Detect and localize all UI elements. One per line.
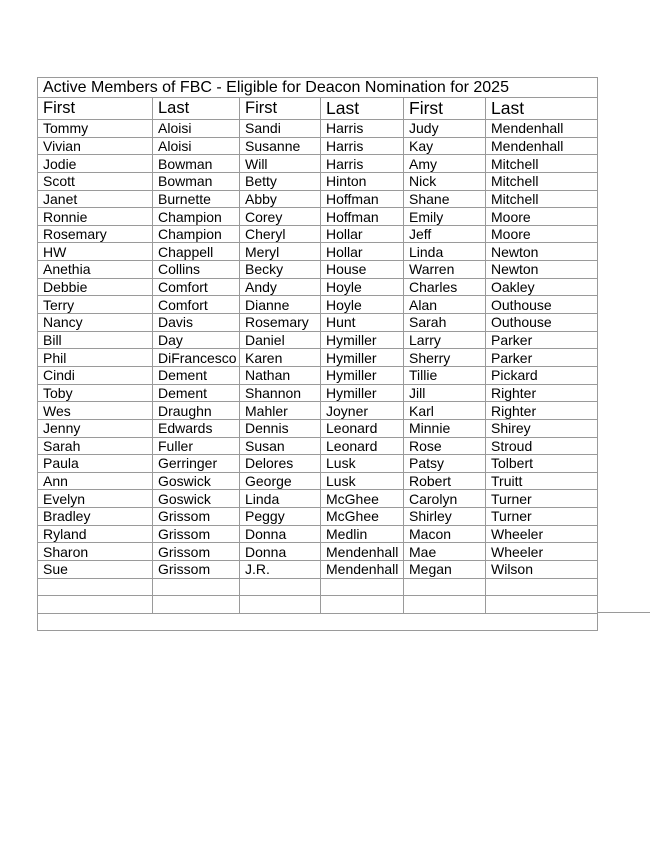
- first-name-1-cell: HW: [38, 243, 153, 261]
- last-name-3-cell: Tolbert: [486, 455, 598, 473]
- blank-cell: [486, 596, 598, 614]
- table-row: [38, 278, 598, 296]
- last-name-1-cell: Burnette: [153, 190, 240, 208]
- first-name-1-cell: Janet: [38, 190, 153, 208]
- last-name-1-cell: Dement: [153, 366, 240, 384]
- last-name-2-cell: Leonard: [321, 437, 404, 455]
- blank-cell: [153, 596, 240, 614]
- table-row: [38, 155, 598, 173]
- first-name-1-cell: Wes: [38, 402, 153, 420]
- last-name-3-cell: Righter: [486, 384, 598, 402]
- table-row: [38, 525, 598, 543]
- last-name-3-cell: Oakley: [486, 278, 598, 296]
- last-name-3-cell: Parker: [486, 331, 598, 349]
- last-name-2-cell: Hymiller: [321, 366, 404, 384]
- last-name-1-cell: Grissom: [153, 508, 240, 526]
- blank-rows: [38, 578, 598, 630]
- first-name-3-cell: Emily: [404, 208, 486, 226]
- first-name-3-cell: Minnie: [404, 419, 486, 437]
- last-name-2-cell: Harris: [321, 155, 404, 173]
- last-name-3-cell: Moore: [486, 208, 598, 226]
- table-row: [38, 437, 598, 455]
- blank-cell: [486, 578, 598, 596]
- first-name-2-cell: Cheryl: [240, 225, 321, 243]
- header-row: [38, 98, 598, 120]
- last-name-1-cell: Comfort: [153, 278, 240, 296]
- roster-body: [38, 120, 598, 579]
- first-name-2-cell: George: [240, 472, 321, 490]
- first-name-1-cell: Ronnie: [38, 208, 153, 226]
- first-name-2-cell: Karen: [240, 349, 321, 367]
- blank-merged-cell: [38, 613, 598, 630]
- first-name-2-cell: Corey: [240, 208, 321, 226]
- first-name-2-cell: Meryl: [240, 243, 321, 261]
- table-row: [38, 508, 598, 526]
- first-name-2-cell: Betty: [240, 172, 321, 190]
- first-name-1-cell: Phil: [38, 349, 153, 367]
- table-row: [38, 296, 598, 314]
- table-row: [38, 543, 598, 561]
- last-name-3-cell: Shirey: [486, 419, 598, 437]
- table-row: [38, 472, 598, 490]
- first-name-2-cell: Donna: [240, 543, 321, 561]
- first-name-3-cell: Macon: [404, 525, 486, 543]
- last-name-1-cell: Collins: [153, 261, 240, 279]
- last-name-3-cell: Righter: [486, 402, 598, 420]
- first-name-3-cell: Linda: [404, 243, 486, 261]
- first-name-2-cell: Dennis: [240, 419, 321, 437]
- last-name-3-cell: Wheeler: [486, 543, 598, 561]
- first-name-1-cell: Terry: [38, 296, 153, 314]
- first-name-2-cell: Susan: [240, 437, 321, 455]
- first-name-1-cell: Evelyn: [38, 490, 153, 508]
- first-name-2-cell: J.R.: [240, 561, 321, 579]
- last-name-2-cell: Lusk: [321, 455, 404, 473]
- first-name-1-cell: Cindi: [38, 366, 153, 384]
- last-name-2-cell: Harris: [321, 120, 404, 138]
- first-name-2-cell: Donna: [240, 525, 321, 543]
- first-name-3-cell: Nick: [404, 172, 486, 190]
- header-last-3: Last: [486, 98, 598, 120]
- table-row: [38, 561, 598, 579]
- last-name-1-cell: Goswick: [153, 490, 240, 508]
- last-name-3-cell: Turner: [486, 490, 598, 508]
- last-name-2-cell: Medlin: [321, 525, 404, 543]
- last-name-1-cell: Day: [153, 331, 240, 349]
- last-name-1-cell: Davis: [153, 314, 240, 332]
- first-name-1-cell: Debbie: [38, 278, 153, 296]
- first-name-2-cell: Dianne: [240, 296, 321, 314]
- last-name-1-cell: Bowman: [153, 172, 240, 190]
- last-name-3-cell: Mitchell: [486, 172, 598, 190]
- first-name-3-cell: Carolyn: [404, 490, 486, 508]
- table-row: [38, 208, 598, 226]
- first-name-3-cell: Kay: [404, 137, 486, 155]
- last-name-2-cell: Hoffman: [321, 208, 404, 226]
- last-name-2-cell: Mendenhall: [321, 561, 404, 579]
- first-name-1-cell: Jenny: [38, 419, 153, 437]
- last-name-3-cell: Pickard: [486, 366, 598, 384]
- table-row: [38, 190, 598, 208]
- last-name-3-cell: Newton: [486, 243, 598, 261]
- last-name-1-cell: Bowman: [153, 155, 240, 173]
- first-name-2-cell: Shannon: [240, 384, 321, 402]
- first-name-2-cell: Will: [240, 155, 321, 173]
- first-name-3-cell: Amy: [404, 155, 486, 173]
- header-first-2: First: [240, 98, 321, 120]
- first-name-2-cell: Abby: [240, 190, 321, 208]
- blank-cell: [38, 578, 153, 596]
- last-name-1-cell: Comfort: [153, 296, 240, 314]
- last-name-2-cell: Mendenhall: [321, 543, 404, 561]
- first-name-1-cell: Tommy: [38, 120, 153, 138]
- table-row: [38, 120, 598, 138]
- first-name-2-cell: Nathan: [240, 366, 321, 384]
- first-name-3-cell: Shane: [404, 190, 486, 208]
- last-name-1-cell: Goswick: [153, 472, 240, 490]
- first-name-3-cell: Patsy: [404, 455, 486, 473]
- first-name-1-cell: Scott: [38, 172, 153, 190]
- first-name-1-cell: Bradley: [38, 508, 153, 526]
- last-name-2-cell: Hymiller: [321, 349, 404, 367]
- last-name-1-cell: Edwards: [153, 419, 240, 437]
- first-name-3-cell: Shirley: [404, 508, 486, 526]
- first-name-3-cell: Charles: [404, 278, 486, 296]
- first-name-3-cell: Jill: [404, 384, 486, 402]
- last-name-1-cell: Grissom: [153, 525, 240, 543]
- first-name-3-cell: Warren: [404, 261, 486, 279]
- table-row: [38, 366, 598, 384]
- last-name-1-cell: Draughn: [153, 402, 240, 420]
- first-name-1-cell: Sharon: [38, 543, 153, 561]
- first-name-2-cell: Andy: [240, 278, 321, 296]
- first-name-1-cell: Ann: [38, 472, 153, 490]
- blank-cell: [240, 596, 321, 614]
- first-name-1-cell: Sue: [38, 561, 153, 579]
- first-name-3-cell: Alan: [404, 296, 486, 314]
- last-name-2-cell: McGhee: [321, 490, 404, 508]
- first-name-3-cell: Karl: [404, 402, 486, 420]
- last-name-2-cell: Hollar: [321, 243, 404, 261]
- blank-cell: [404, 596, 486, 614]
- blank-cell: [321, 578, 404, 596]
- gridline-overflow: [597, 612, 650, 613]
- first-name-2-cell: Delores: [240, 455, 321, 473]
- first-name-1-cell: Toby: [38, 384, 153, 402]
- first-name-2-cell: Rosemary: [240, 314, 321, 332]
- header-last-2: Last: [321, 98, 404, 120]
- first-name-2-cell: Becky: [240, 261, 321, 279]
- blank-row: [38, 613, 598, 630]
- last-name-2-cell: Lusk: [321, 472, 404, 490]
- last-name-2-cell: Hollar: [321, 225, 404, 243]
- first-name-3-cell: Mae: [404, 543, 486, 561]
- table-row: [38, 243, 598, 261]
- first-name-1-cell: Ryland: [38, 525, 153, 543]
- first-name-2-cell: Linda: [240, 490, 321, 508]
- first-name-2-cell: Peggy: [240, 508, 321, 526]
- last-name-2-cell: Hunt: [321, 314, 404, 332]
- last-name-1-cell: Dement: [153, 384, 240, 402]
- last-name-2-cell: McGhee: [321, 508, 404, 526]
- deacon-eligibility-table: [37, 77, 598, 631]
- last-name-3-cell: Mitchell: [486, 190, 598, 208]
- table-row: [38, 402, 598, 420]
- first-name-2-cell: Daniel: [240, 331, 321, 349]
- header-first-3: First: [404, 98, 486, 120]
- first-name-1-cell: Vivian: [38, 137, 153, 155]
- last-name-3-cell: Truitt: [486, 472, 598, 490]
- first-name-2-cell: Mahler: [240, 402, 321, 420]
- first-name-2-cell: Sandi: [240, 120, 321, 138]
- first-name-3-cell: Sherry: [404, 349, 486, 367]
- last-name-2-cell: Hinton: [321, 172, 404, 190]
- table-row: [38, 490, 598, 508]
- first-name-3-cell: Rose: [404, 437, 486, 455]
- first-name-3-cell: Robert: [404, 472, 486, 490]
- first-name-1-cell: Bill: [38, 331, 153, 349]
- last-name-2-cell: Leonard: [321, 419, 404, 437]
- first-name-3-cell: Judy: [404, 120, 486, 138]
- last-name-3-cell: Mendenhall: [486, 137, 598, 155]
- last-name-3-cell: Outhouse: [486, 314, 598, 332]
- first-name-1-cell: Paula: [38, 455, 153, 473]
- last-name-2-cell: Hymiller: [321, 384, 404, 402]
- first-name-1-cell: Anethia: [38, 261, 153, 279]
- blank-cell: [404, 578, 486, 596]
- first-name-1-cell: Rosemary: [38, 225, 153, 243]
- spreadsheet-page: [37, 77, 597, 631]
- first-name-3-cell: Megan: [404, 561, 486, 579]
- last-name-2-cell: Hoffman: [321, 190, 404, 208]
- blank-cell: [153, 578, 240, 596]
- table-row: [38, 172, 598, 190]
- title-row: [38, 78, 598, 98]
- last-name-3-cell: Stroud: [486, 437, 598, 455]
- last-name-1-cell: Aloisi: [153, 120, 240, 138]
- first-name-2-cell: Susanne: [240, 137, 321, 155]
- first-name-1-cell: Nancy: [38, 314, 153, 332]
- last-name-1-cell: Gerringer: [153, 455, 240, 473]
- last-name-3-cell: Mitchell: [486, 155, 598, 173]
- table-row: [38, 225, 598, 243]
- first-name-3-cell: Jeff: [404, 225, 486, 243]
- last-name-1-cell: Grissom: [153, 561, 240, 579]
- first-name-3-cell: Sarah: [404, 314, 486, 332]
- table-row: [38, 384, 598, 402]
- first-name-1-cell: Jodie: [38, 155, 153, 173]
- last-name-2-cell: House: [321, 261, 404, 279]
- table-row: [38, 455, 598, 473]
- last-name-3-cell: Wheeler: [486, 525, 598, 543]
- table-row: [38, 331, 598, 349]
- table-row: [38, 314, 598, 332]
- blank-row: [38, 596, 598, 614]
- blank-cell: [240, 578, 321, 596]
- table-row: [38, 349, 598, 367]
- blank-row: [38, 578, 598, 596]
- last-name-3-cell: Outhouse: [486, 296, 598, 314]
- last-name-1-cell: Grissom: [153, 543, 240, 561]
- last-name-3-cell: Moore: [486, 225, 598, 243]
- last-name-1-cell: DiFrancesco: [153, 349, 240, 367]
- last-name-2-cell: Hoyle: [321, 278, 404, 296]
- table-row: [38, 137, 598, 155]
- last-name-1-cell: Champion: [153, 208, 240, 226]
- last-name-1-cell: Aloisi: [153, 137, 240, 155]
- blank-cell: [321, 596, 404, 614]
- last-name-2-cell: Hymiller: [321, 331, 404, 349]
- last-name-1-cell: Fuller: [153, 437, 240, 455]
- first-name-1-cell: Sarah: [38, 437, 153, 455]
- last-name-3-cell: Mendenhall: [486, 120, 598, 138]
- blank-cell: [38, 596, 153, 614]
- first-name-3-cell: Tillie: [404, 366, 486, 384]
- header-last-1: Last: [153, 98, 240, 120]
- last-name-1-cell: Champion: [153, 225, 240, 243]
- last-name-2-cell: Harris: [321, 137, 404, 155]
- table-row: [38, 419, 598, 437]
- last-name-2-cell: Joyner: [321, 402, 404, 420]
- header-first-1: First: [38, 98, 153, 120]
- last-name-3-cell: Parker: [486, 349, 598, 367]
- table-row: [38, 261, 598, 279]
- table-title: Active Members of FBC - Eligible for Deacon Nomination for 2025: [38, 78, 598, 98]
- last-name-2-cell: Hoyle: [321, 296, 404, 314]
- last-name-1-cell: Chappell: [153, 243, 240, 261]
- last-name-3-cell: Newton: [486, 261, 598, 279]
- last-name-3-cell: Wilson: [486, 561, 598, 579]
- last-name-3-cell: Turner: [486, 508, 598, 526]
- first-name-3-cell: Larry: [404, 331, 486, 349]
